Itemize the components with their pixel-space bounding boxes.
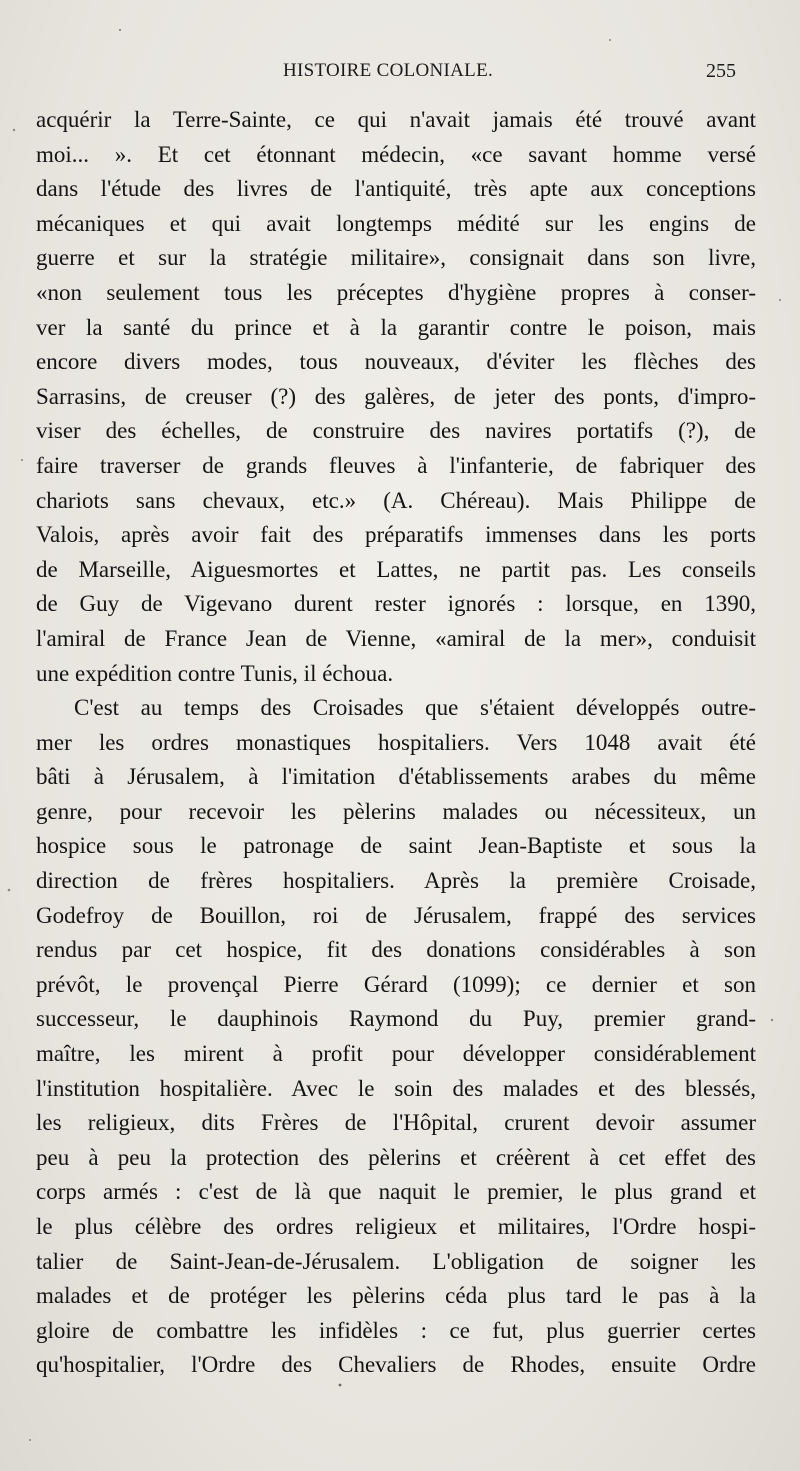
text-line: encore divers modes, tous nouveaux, d'éviter les flèches des (36, 349, 756, 375)
text-line: viser des échelles, de construire des navires portatifs (?), de (36, 418, 756, 444)
text-line: guerre et sur la stratégie militaire», consignait dans son livre, (36, 245, 756, 271)
text-line: qu'hospitalier, l'Ordre des Chevaliers de Rhodes, ensuite Ordre (36, 1352, 756, 1378)
text-line: moi... ». Et cet étonnant médecin, «ce savant homme versé (36, 141, 756, 167)
text-line: prévôt, le provençal Pierre Gérard (1099); ce dernier et son (36, 971, 756, 997)
text-line: hospice sous le patronage de saint Jean-Baptiste et sous la (36, 833, 756, 859)
text-line: le plus célèbre des ordres religieux et militaires, l'Ordre hospi- (36, 1214, 756, 1239)
text-line: genre, pour recevoir les pèlerins malades ou nécessiteux, un (36, 798, 756, 824)
running-head (40, 60, 736, 90)
page-number: 255 (706, 60, 736, 82)
text-line: rendus par cet hospice, fit des donations considérables à son (36, 937, 756, 963)
text-line: de Guy de Vigevano durent rester ignorés : lorsque, en 1390, (36, 591, 756, 617)
text-line: «non seulement tous les préceptes d'hygiène propres à conser- (36, 279, 756, 305)
paragraph-first-line: C'est au temps des Croisades que s'étaient développés outre- (74, 695, 756, 721)
text-line: ver la santé du prince et à la garantir contre le poison, mais (36, 314, 756, 340)
text-line: de Marseille, Aiguesmortes et Lattes, ne partit pas. Les conseils (36, 556, 756, 582)
text-line: dans l'étude des livres de l'antiquité, très apte aux conceptions (36, 176, 756, 202)
text-line: mécaniques et qui avait longtemps médité sur les engins de (36, 210, 756, 236)
text-line: talier de Saint-Jean-de-Jérusalem. L'obligation de soigner les (36, 1248, 756, 1274)
text-line: gloire de combattre les infidèles : ce fut, plus guerrier certes (36, 1317, 756, 1343)
paragraph-last-line: une expédition contre Tunis, il échoua. (36, 660, 394, 686)
body-text (36, 103, 756, 1383)
text-line: malades et de protéger les pèlerins céda plus tard le pas à la (36, 1283, 756, 1309)
text-line: peu à peu la protection des pèlerins et créèrent à cet effet des (36, 1144, 756, 1170)
text-line: faire traverser de grands fleuves à l'infanterie, de fabriquer des (36, 452, 756, 478)
text-line: chariots sans chevaux, etc.» (A. Chéreau). Mais Philippe de (36, 487, 756, 513)
text-line: l'amiral de France Jean de Vienne, «amiral de la mer», conduisit (36, 625, 756, 651)
text-line: maître, les mirent à profit pour développer considérablement (36, 1041, 756, 1067)
running-head-title: HISTOIRE COLONIALE. (282, 60, 494, 81)
text-line: l'institution hospitalière. Avec le soin des malades et des blessés, (36, 1075, 756, 1101)
text-line: mer les ordres monastiques hospitaliers. Vers 1048 avait été (36, 729, 756, 755)
text-line: Valois, après avoir fait des préparatifs immenses dans les ports (36, 522, 756, 548)
text-line: Godefroy de Bouillon, roi de Jérusalem, frappé des services (36, 902, 756, 928)
text-line: successeur, le dauphinois Raymond du Puy, premier grand- (36, 1006, 756, 1032)
text-line: bâti à Jérusalem, à l'imitation d'établissements arabes du même (36, 764, 756, 790)
text-line: les religieux, dits Frères de l'Hôpital, crurent devoir assumer (36, 1110, 756, 1136)
text-line: direction de frères hospitaliers. Après la première Croisade, (36, 868, 756, 894)
text-line: corps armés : c'est de là que naquit le premier, le plus grand et (36, 1179, 756, 1205)
text-line: Sarrasins, de creuser (?) des galères, de jeter des ponts, d'impro- (36, 383, 756, 409)
text-line: acquérir la Terre-Sainte, ce qui n'avait jamais été trouvé avant (36, 107, 756, 132)
